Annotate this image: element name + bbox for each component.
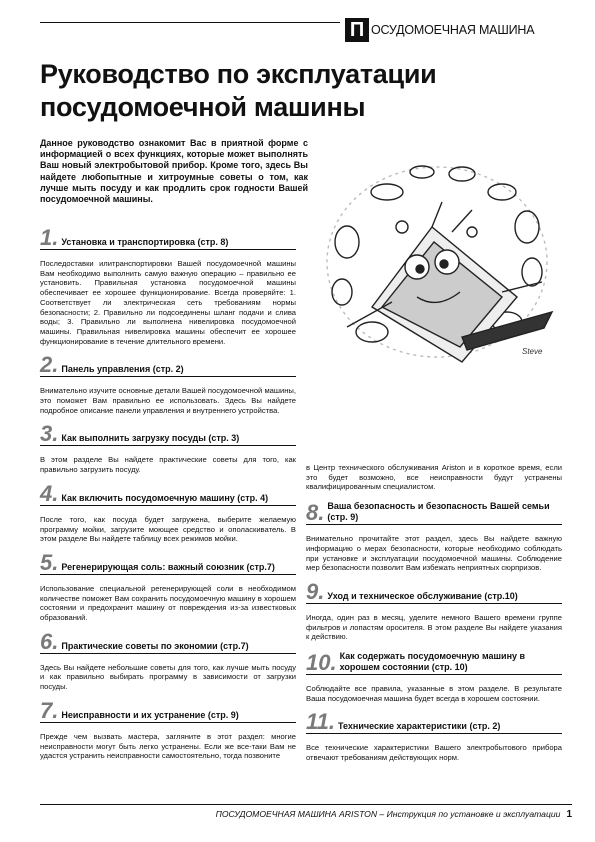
section-text: Внимательно прочитайте этот раздел, здесь Вы найдете важную информацию о мерах безопасности, которые необходимо соблюдать при установке и эксплуатации посудомоечной машины. Соблюдение мер безопасности позволит Вам избежать неприятных сюрпризов. xyxy=(306,534,562,573)
section-heading xyxy=(40,225,296,250)
intro-paragraph: Данное руководство ознакомит Вас в приятной форме с информацией о всех функциях, которые может выполнять Ваш новый электробытовой прибор. Кроме того, здесь Вы найдете любопытные и хитроумные советы о том, как лучше мыть посуду и как продлить срок годности Вашей посудомоечной машины. xyxy=(40,138,308,205)
section-heading xyxy=(40,628,296,654)
section-number: 4. xyxy=(40,480,59,506)
section-title: Как включить посудомоечную машину (стр. 4) xyxy=(61,492,269,503)
section-number: 6. xyxy=(40,628,59,654)
section-text-continued: в Центр технического обслуживания Ariston и в короткое время, если это будет возможно, все неисправности будут устранены квалифицированным специалистом. xyxy=(306,463,562,492)
section-number: 5. xyxy=(40,549,59,575)
right-column xyxy=(306,463,562,772)
section-text: Соблюдайте все правила, указанные в этом разделе. В результате Ваша посудомоечная машина будет всегда в хорошем состоянии. xyxy=(306,684,562,703)
section-title: Регенерирующая соль: важный союзник (стр.7) xyxy=(61,561,275,572)
section-number: 3. xyxy=(40,421,59,447)
section-number: 7. xyxy=(40,697,59,723)
section-number: 1. xyxy=(40,225,59,250)
section-heading xyxy=(306,709,562,735)
section-text: Здесь Вы найдете небольшие советы для того, как лучше мыть посуду и как правильно выбирать программу в зависимости от загрузки посуды. xyxy=(40,662,296,692)
section-title: Практические советы по экономии (стр.7) xyxy=(61,640,249,651)
section-number: 2. xyxy=(40,352,59,378)
header-initial-box: П xyxy=(345,18,369,42)
page-title: Руководство по эксплуатации посудомоечной машины xyxy=(40,59,437,122)
section-number: 11. xyxy=(306,709,335,735)
section-text: После того, как посуда будет загружена, выберите желаемую программу мойки, загрузите моющее средство и ополаскиватель. В этом разделе Вы найдете таблицу всех режимов мойки. xyxy=(40,514,296,544)
footer-text: ПОСУДОМОЕЧНАЯ МАШИНА ARISTON – Инструкция по установке и эксплуатации xyxy=(215,809,561,819)
page-footer xyxy=(40,804,572,820)
section-number: 9. xyxy=(306,578,325,604)
section-title: Как содержать посудомоечную машину в хорошем состоянии (стр. 10) xyxy=(339,651,526,673)
section-text: Все технические характеристики Вашего электробытового прибора отвечают требованиям действующих норм. xyxy=(306,743,562,763)
section-title: Технические характеристики (стр. 2) xyxy=(337,721,501,732)
section-heading xyxy=(306,578,562,604)
header-text: ОСУДОМОЕЧНАЯ МАШИНА xyxy=(371,23,535,37)
section-heading xyxy=(40,697,296,723)
header-rule xyxy=(40,22,340,23)
section-title: Как выполнить загрузку посуды (стр. 3) xyxy=(61,433,240,444)
section-title: Установка и транспортировка (стр. 8) xyxy=(61,237,229,247)
section-heading xyxy=(40,549,296,575)
section-title: Неисправности и их устранение (стр. 9) xyxy=(61,709,239,720)
section-text: Последоставки илитранспортировки Вашей посудомоечной машины Вам необходимо выполнить самую важную операцию – правильно ее установить. Правильная установка посудомоечной машины обеспечивает ее хорошее функционирование. Всегда проверяйте: 1. Соответствует ли электрическая сеть требованиям нормы безопасности; 2. Правильно ли подсоединены шланг подачи и слива воды; 3. Правильно ли выполнена нивелировка посудомоечной машины. Правильная нивелировка машины обеспечит ее хорошее функционирование в течение длительного времени. xyxy=(40,259,296,346)
left-column xyxy=(40,225,296,770)
section-heading xyxy=(40,421,296,447)
section-heading xyxy=(306,651,562,675)
page-header xyxy=(345,18,534,42)
section-text: Иногда, один раз в месяц, уделите немного Вашего времени группе фильтров и лопастям оросителя. В этом разделе Вы найдете указания к действию. xyxy=(306,612,562,642)
section-text: В этом разделе Вы найдете практические советы для того, как правильно загрузить посуду. xyxy=(40,455,296,475)
section-number: 8. xyxy=(306,500,325,526)
dishwasher-cartoon-illustration xyxy=(312,132,562,382)
section-heading xyxy=(306,501,562,525)
section-title: Панель управления (стр. 2) xyxy=(61,364,184,375)
illustrator-signature: Steve xyxy=(522,347,543,356)
section-heading xyxy=(40,480,296,506)
page-number: 1 xyxy=(566,809,572,820)
section-text: Прежде чем вызвать мастера, загляните в этот раздел: многие неисправности могут быть легко устранены. Если же все-таки Вам не удастся устранить неисправности самостоятельно, тогда позвоните xyxy=(40,731,296,761)
section-text: Использование специальной регенерирующей соли в необходимом количестве поможет Вам сохранить посудомоечную машину в хорошем состоянии и предохранит машину от повреждения из-за известковых образований. xyxy=(40,583,296,623)
section-number: 10. xyxy=(306,650,337,676)
section-text: Внимательно изучите основные детали Вашей посудомоечной машины, это поможет Вам правильно ее использовать. Здесь Вы найдете подробное описание панели управления и внутреннего устройства. xyxy=(40,386,296,415)
section-title: Уход и техническое обслуживание (стр.10) xyxy=(327,590,518,601)
section-heading xyxy=(40,352,296,378)
section-title: Ваша безопасность и безопасность Вашей семьи (стр. 9) xyxy=(327,501,550,523)
